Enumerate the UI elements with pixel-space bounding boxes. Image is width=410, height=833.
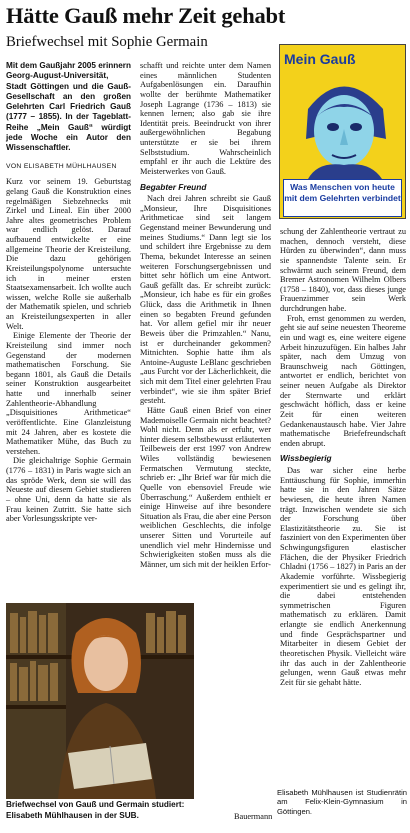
section-subtitle: Begabter Freund	[140, 181, 207, 192]
body-paragraph: Nach drei Jahren schreibt sie Gauß „Monsieur, Ihre Disquisitiones Arithmeticae sind seit langem Gegenstand meiner Bewunderung und meines Studiums.“ Dann legt sie los und schildert ihre Ergebnisse zu dem Thema, bekundet Interesse an seinen weiteren Forschungsergebnissen und bittet sehr höflich um eine Antwort. Gauß gefällt das. Er schreibt zurück: „Monsieur, ich habe es für ein großes Glück, dass die Arithmetik in Ihnen einen so begabten Freund gefunden hat. Vor allem gefiel mir ihr neuer Beweis über die Primzahlen.“ Nanu, ist er durcheinander gekommen? Mitnichten. Sophie hatte ihm als Antoine-Auguste LeBlanc geschrieben „aus Furcht vor der Lächerlichkeit, die sich mit dem Titel einer gelehrten Frau verbindet“, wie sie ihm später Brief gesteht.	[140, 194, 271, 406]
photo-credit: Bauermann	[234, 812, 273, 821]
body-paragraph: Froh, ernst genommen zu werden, geht sie auf seine neuesten Theoreme ein und wagt es, eine weitere eigene Arbeit hinzuzufügen. Ein halbes Jahr später, nach dem Umzug von Braunschweig nach Göttingen, antwortet er endlich, berichtet von seiner neuen Aufgabe als Direktor der Sternwarte und erklärt geschwächt höflich, dass er keine Zeit für einen weiteren Gedankenaustausch habe. Vier Jahre mathematische Briefefreundschaft enden abrupt.	[280, 313, 406, 448]
author-photo	[6, 603, 194, 799]
subheadline: Briefwechsel mit Sophie Germain	[6, 34, 208, 50]
mein-gauss-logo	[279, 44, 406, 219]
body-paragraph: Das war sicher eine herbe Enttäuschung für Sophie, immerhin hatte sie in den Jahren Sätze bewiesen, die heute ihren Namen trägt. Inzwischen wendete sie sich der Forschung über Elastizitätstheorie zu. Sie ist fasziniert von den Experimenten über Schwingungsfiguren elastischer Flächen, die der Physiker Friedrich Chladni (1756 – 1827) in Paris an der Akademie vorführte. Wissbegierig experimentiert sie und es gelingt ihr, die dabei entstehenden symmetrischen Figuren mathematisch zu erklären. Damit erlangte sie endlich Anerkennung und finde Gesprächspartner und Mitarbeiter in diesem Gebiet der theoretischen Physik. Vielleicht wäre ihr das auch in der Zahlentheorie gelungen, wenn Gauß etwas mehr Zeit für sie gehabt hätte.	[280, 466, 406, 687]
author-byline: VON ELISABETH MÜHLHAUSEN	[6, 162, 117, 170]
photo-caption-text: Briefwechsel von Gauß und Germain studiert: Elisabeth Mühlhausen in der SUB.	[6, 800, 185, 820]
section-subtitle: Wissbegierig	[280, 453, 332, 464]
photo-caption	[6, 800, 196, 821]
body-paragraph: schung der Zahlentheorie vertraut zu machen, dennoch versteht, diese Hürden zu überwinden“, dann muss sie spannendste Talente sein. Er schwärmt auch seinem Freund, dem Bremer Astronomen Wilhelm Olbers (1758 – 1840), vor, dass dieses junge Frauenzimmer sein Werk durchdrungen habe.	[280, 227, 406, 313]
column-1	[6, 61, 131, 524]
column-3	[280, 227, 406, 782]
headline: Hätte Gauß mehr Zeit gehabt	[6, 3, 286, 28]
body-paragraph: Die gleichaltrige Sophie Germain (1776 – 1831) in Paris wagte sich an das spröde Werk, denn sie will das Neueste auf diesem Gebiet studieren – ohne Uni, denn da hatte sie als Frau keinen Zutritt. Sie hatte sich aber Vorlesungsskripte ver-	[6, 456, 131, 524]
logo-caption: Was Menschen von heute mit dem Gelehrten verbindet	[283, 179, 402, 217]
author-bio: Elisabeth Mühlhausen ist Studienrätin am Felix-Klein-Gymnasium in Göttingen.	[277, 788, 407, 816]
lead-paragraph: Mit dem Gaußjahr 2005 erinnern Georg-August-Universität, Stadt Göttingen und die Gauß-Gesellschaft an den großen Gelehrten Carl Friedrich Gauß (1777 – 1855). In der Tageblatt-Reihe „Mein Gauß“ würdigt jede Woche ein Autor den Wissenschaftler.	[6, 61, 131, 153]
body-paragraph: Kurz vor seinem 19. Geburtstag gelang Gauß die Konstruktion eines regelmäßigen Siebzehnecks mit Zirkel und Lineal. Ein über 2000 Jahre altes geometrisches Problem war endlich gelöst. Darauf aufbauend entwickelte er eine allgemeine Theorie der Kreisteilung. Die dazu gehörigen Kreisteilungspolynome untersuchte ich in meiner ersten Staatsexamensarbeit. Ich wollte auch wissen, welche Rolle sie außerhalb der Mathematik spielen, und schrieb an Kreisteilungsexperten in aller Welt.	[6, 177, 131, 331]
body-paragraph: Einige Elemente der Theorie der Kreisteilung sind immer noch Gegenstand der modernen mathematischen Forschung. Sie begann 1801, als Gauß die Details seiner Konstruktion ausgearbeitet hatte und innerhalb seiner Zahlentheorie-Abhandlung „Disquisitiones Arithmeticae“ veröffentlichte. Eine Glanzleistung mit 24 Jahren, aber es kostete die Mathematiker Mühe, das Buch zu verstehen.	[6, 331, 131, 456]
gauss-portrait-icon	[288, 69, 399, 179]
logo-title: Mein Gauß	[284, 51, 356, 67]
body-paragraph: Hätte Gauß einen Brief von einer Mademoiselle Germain nicht beachtet? Wohl nicht. Denn als er erfuhr, wer hinter diesem selbstbewusst erläuterten Teilbeweis der erst 1997 von Andrew Wiles vollständig bewiesenen Fermatschen Vermutung steckte, schrieb er: „Ihr Brief war für mich die Quelle von ebensoviel Freude wie Überraschung.“ Außerdem enthielt er einige Hinweise auf ihre besondere Situation als Frau, die aber eine Person weiblichen Geschlechts, die infolge unserer Sitten und Vorurteile auf unendlich viel mehr Hindernisse und Schwierigkeiten stoßen muss als die Männer, um sich mit der heiklen Erfor-	[140, 405, 271, 569]
body-paragraph: schafft und reichte unter dem Namen eines männlichen Studenten Aufgabenlösungen ein. Daraufhin wollte der berühmte Mathematiker Joseph Lagrange (1736 – 1813) sie kennen lernen; also gab sie ihre Identität preis. Beeindruckt von ihrer außergewöhnlichen Begabung unterstützte er sie bei ihrem Selbststudium. Wahrscheinlich empfahl er ihr auch die Lektüre des Meisterwerkes von Gauß.	[140, 61, 271, 176]
